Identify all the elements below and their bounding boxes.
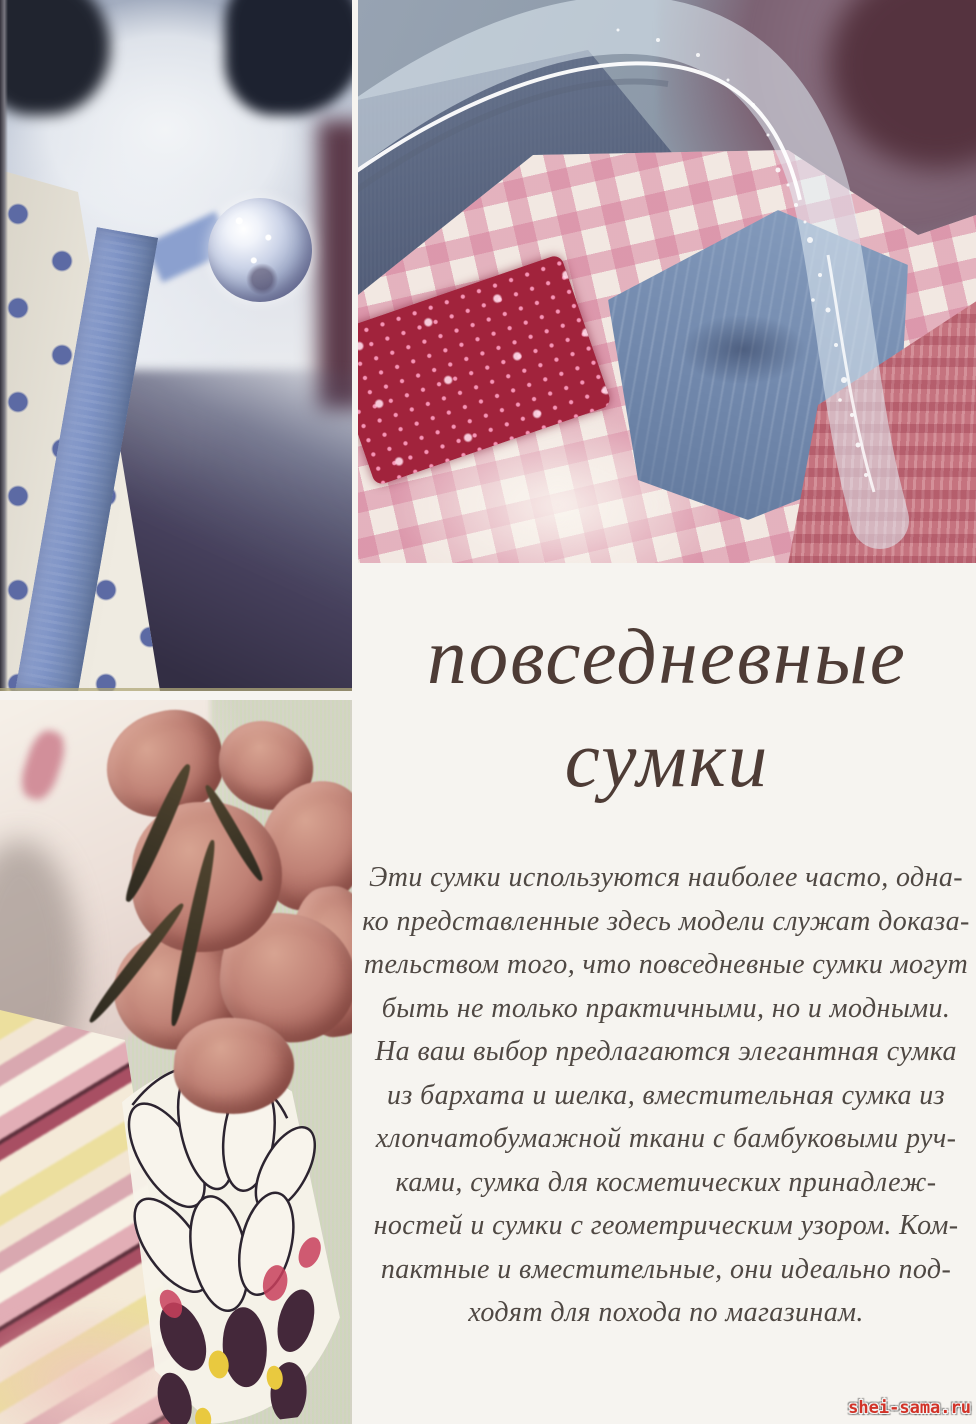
page-title-line1: повседневные <box>427 614 907 701</box>
paragraph-line: ходят для похода по магазинам. <box>468 1297 864 1328</box>
photo-polka-dot-bag <box>0 0 352 691</box>
page-title-line2: сумки <box>564 717 770 804</box>
paragraph-line: ностей и сумки с геометрическим узором. Ком- <box>373 1210 959 1241</box>
photo-clear-handle-bag <box>358 0 976 563</box>
paragraph-line: Эти сумки используются наиболее часто, одна- <box>368 862 964 893</box>
page-title <box>358 606 976 812</box>
crystal-bead <box>208 198 312 302</box>
paragraph-line: ко представленные здесь модели служат доказа- <box>362 905 970 937</box>
fabric-rose <box>78 718 352 1128</box>
acrylic-handle-graphic <box>358 0 976 563</box>
paragraph-line: На ваш выбор предлагаются элегантная сумка <box>375 1036 957 1067</box>
paragraph-line: ками, сумка для косметических принадлеж- <box>395 1166 937 1198</box>
paragraph-line: быть не только практичными, но и модными. <box>381 992 951 1024</box>
photo-bottom-edge-line <box>0 688 352 691</box>
scan-edge-shadow <box>0 0 8 691</box>
handle-tube <box>358 25 880 520</box>
site-watermark: shei-sama.ru <box>848 1398 971 1418</box>
paragraph-line: пактные и вместительные, они идеально под- <box>380 1253 952 1285</box>
paragraph-line: из бархата и шелка, вместительная сумка из <box>386 1079 946 1111</box>
intro-paragraph <box>356 856 976 1335</box>
paragraph-line: хлопчатобумажной ткани с бамбуковыми руч- <box>375 1123 957 1154</box>
dark-fabric-top-right <box>225 0 352 115</box>
photo-rose-bag <box>0 700 352 1424</box>
maroon-edge-blur <box>318 120 352 410</box>
paragraph-line: тельством того, что повседневные сумки могут <box>363 949 969 980</box>
